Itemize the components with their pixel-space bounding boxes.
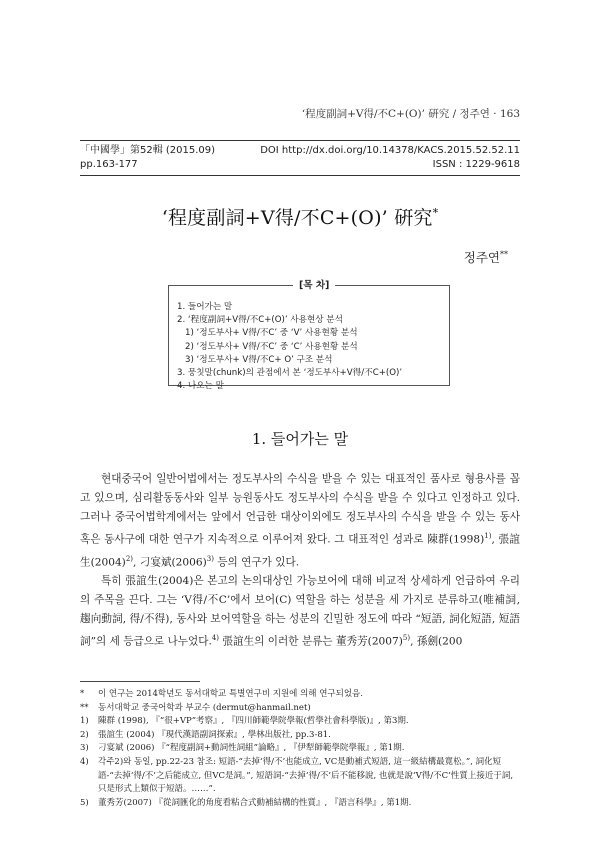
text-run: , 張誼生(2004) [80,533,520,569]
footnote [80,742,520,756]
footnote-text: 陳群 (1998), 『“很+VP”考察』, 『四川師範學院學報(哲學社會科學版)』, 第3期. [98,716,409,727]
footnote [80,688,520,702]
page-range: pp.163-177 [80,159,138,170]
text-run: 張誼生의 이러한 분류는 董秀芳(2007) [219,635,403,648]
toc-item[interactable]: 4. 나오는 말 [177,381,224,392]
footnote-ref[interactable]: 5) [402,634,411,643]
footnote-number: 1) [80,716,89,727]
toc-item[interactable]: 1. 들어가는 말 [177,302,233,312]
footnote-number: 5) [80,797,89,808]
footnote-divider [80,681,200,682]
text-run: 특히 張誼生(2004)은 본고의 논의대상인 가능보어에 대해 비교적 상세하게 언급하여 우리의 주목을 끈다. 그는 ‘V得/不C’에서 보어(C) 역할을 하는 성분을 세 가지로 분류하고(唯補詞, 趨向動詞, 得/不得), 동사와 보어역할을 하는 성분의 긴밀한 정도에 따라 “短語, 詞化短語, 短語詞”의 세 등급으로 나누었다. [80,575,520,648]
journal-issue: 「中國學」第52輯 (2015.09) [80,145,216,156]
text-run: 현대중국어 일반어법에서는 정도부사의 수식을 받을 수 있는 대표적인 품사로 형용사를 꼽고 있으며, 심리활동동사와 일부 능원동사도 정도부사의 수식을 받을 수 있다고 인정하고 있다. 그러나 중국어법학계에서는 앞에서 언급한 대상이외에도 정도부사의 수식을 받을 수 있는 동사 혹은 동사구에 대한 연구가 지속적으로 이루어져 왔다. 그 대표적인 성과로 陳群(1998) [80,473,520,546]
toc-item[interactable]: 2) ‘정도부사+ V得/不C’ 중 ‘C’ 사용현황 분석 [185,341,358,352]
title-footnote-mark: * [432,206,439,220]
toc-item[interactable]: 2. ‘程度副詞+V得/不C+(O)’ 사용현상 분석 [177,315,343,326]
text-run: 등의 연구가 있다. [213,556,300,569]
footnote-text: 刁宴斌 (2006) 『“程度副詞+動詞性詞組”論略』, 『伊犁師範學院學報』, 第1期. [98,743,405,754]
journal-meta [80,140,520,176]
footnote-ref[interactable]: 4) [211,634,220,643]
author-name: 정주연 [463,250,500,265]
toc-list [177,301,441,393]
paper-title [0,203,600,230]
toc-item[interactable]: 1) ‘정도부사+ V得/不C’ 중 ‘V’ 사용현황 분석 [185,328,358,339]
footnote-text: 董秀芳(2007) 『從詞匯化的角度看粘合式動補結構的性質』, 『語言科學』, 第1期. [98,797,412,808]
footnote-ref[interactable]: 2) [125,554,134,563]
body-text [80,470,520,652]
footnote-text: 동서대학교 중국어학과 부교수 (dermut@hanmail.net) [98,702,311,713]
footnote-text: 張誼生 (2004) 『現代漢語副詞探索』, 學林出版社, pp.3-81. [98,729,331,740]
title-text: ‘程度副詞+V得/不C+(O)’ 硏究 [161,207,433,229]
body-paragraph [80,572,520,652]
running-header: ‘程度副詞+V得/不C+(O)’ 硏究 / 정주연 · 163 [301,108,520,120]
text-run: , 孫劍(200 [410,635,463,648]
footnote-number: * [80,689,85,699]
footnotes [80,688,520,810]
footnote [80,729,520,743]
footnote [80,702,520,716]
text-run: , 刁宴斌(2006) [133,556,207,569]
footnote-ref[interactable]: 1) [484,532,492,540]
footnote [80,756,520,797]
author [464,248,508,266]
issn: ISSN : 1229-9618 [432,159,520,170]
doi-link[interactable]: DOI http://dx.doi.org/10.14378/KACS.2015.52.52.11 [260,145,520,156]
footnote-number: ** [80,702,89,713]
footnote-ref[interactable]: 3) [206,554,214,563]
table-of-contents [168,280,450,392]
footnote [80,715,520,729]
author-footnote-mark: ** [500,249,508,259]
footnote-number: 3) [80,743,89,754]
toc-heading: [목 차] [293,279,335,292]
footnote-number: 4) [80,756,89,767]
toc-item[interactable]: 3. 뭉칫말(chunk)의 관점에서 본 ‘정도부사+V得/不C+(O)’ [177,368,403,379]
footnote-text: 이 연구는 2014학년도 동서대학교 특별연구비 지원에 의해 연구되었음. [98,689,363,699]
body-paragraph [80,470,520,572]
toc-item[interactable]: 3) ‘정도부사+ V得/不C+ O’ 구조 분석 [185,354,333,365]
footnote [80,797,520,811]
footnote-number: 2) [80,729,89,740]
footnote-text: 각주2)와 동일, pp.22-23 참조: 短語-“去掉‘得/不’也能成立, VC是動補式短語, 這一級結構最寬松。”, 詞化短語-“去掉‘得/不’之后能成立, 但VC是詞。”, 短語詞-“去掉‘得/不’后不能移說, 也就是說‘V得/不C’性質上接近于詞, 只是形式上類似于短語。……”. [98,756,514,795]
section-heading: 1. 들어가는 말 [251,430,349,448]
